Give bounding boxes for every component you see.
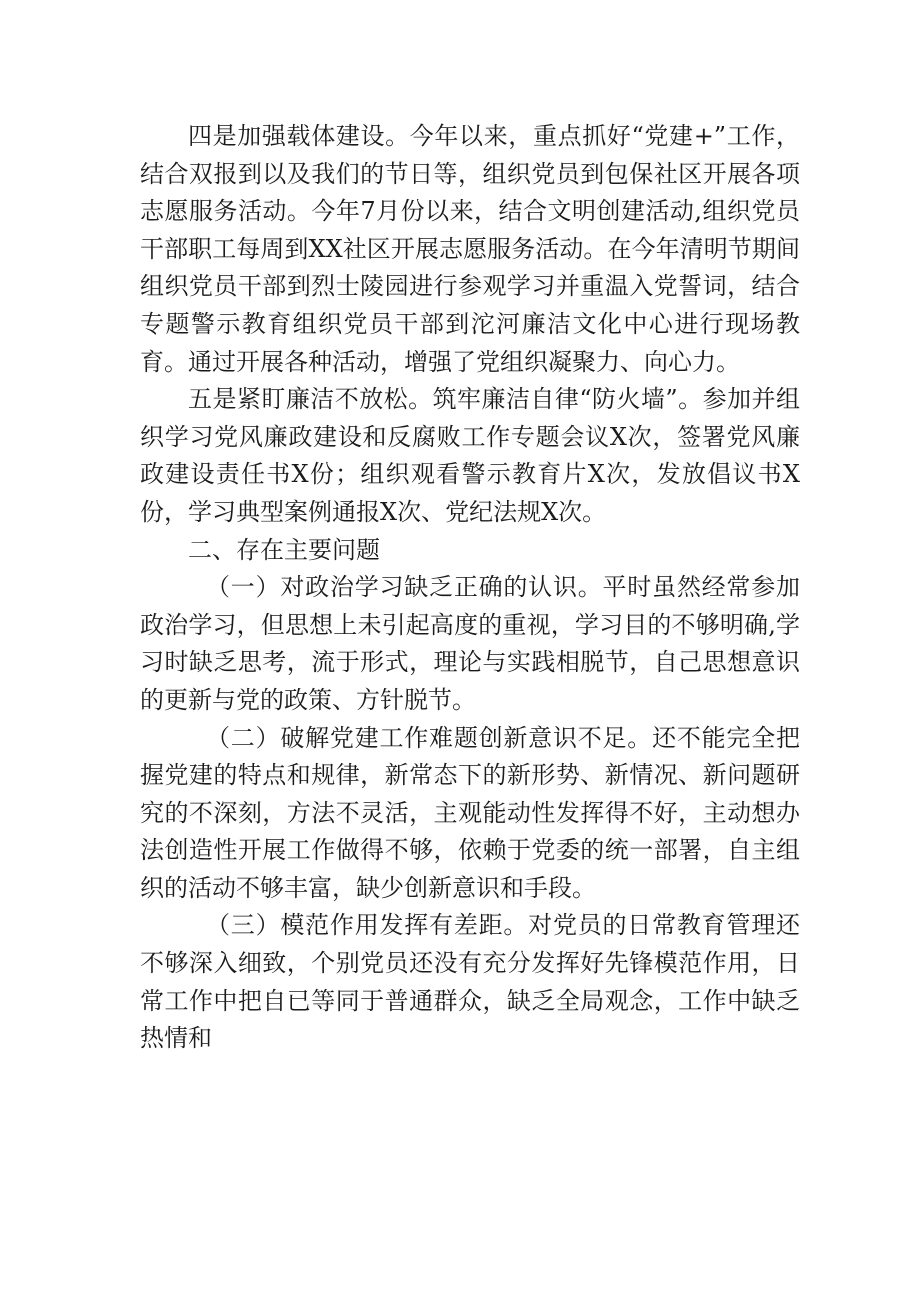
- paragraph-problem-3: （三）模范作用发挥有差距。对党员的日常教育管理还不够深入细致，个别党员还没有充分发挥好先锋模范作用，日常工作中把自已等同于普通群众，缺乏全局观念，工作中缺乏热情和: [140, 911, 800, 1053]
- paragraph-problem-1: （一）对政治学习缺乏正确的认识。平时虽然经常参加政治学习，但思想上未引起高度的重视，学习目的不够明确,学习时缺乏思考，流于形式，理论与实践相脱节，自己思想意识的更新与党的政策、方针脱节。: [140, 573, 800, 714]
- document-page: [140, 118, 800, 1058]
- paragraph-problem-2: （二）破解党建工作难题创新意识不足。还不能完全把握党建的特点和规律，新常态下的新形势、新情况、新问题研究的不深刻，方法不灵活，主观能动性发挥得不好，主动想办法创造性开展工作做得不够，依赖于党委的统一部署，自主组织的活动不够丰富，缺少创新意识和手段。: [140, 723, 800, 902]
- paragraph-integrity: 五是紧盯廉洁不放松。筑牢廉洁自律“防火墙”。参加并组织学习党风廉政建设和反腐败工作专题会议X次，签署党风廉政建设责任书X份；组织观看警示教育片X次，发放倡议书X份，学习典型案例通报X次、党纪法规X次。: [140, 385, 800, 526]
- paragraph-carrier-building: 四是加强载体建设。今年以来，重点抓好“党建+”工作，结合双报到以及我们的节日等，组织党员到包保社区开展各项志愿服务活动。今年7月份以来，结合文明创建活动,组织党员干部职工每周到XX社区开展志愿服务活动。在今年清明节期间组织党员干部到烈士陵园进行参观学习并重温入党誓词，结合专题警示教育组织党员干部到沱河廉洁文化中心进行现场教育。通过开展各种活动，增强了党组织凝聚力、向心力。: [140, 122, 800, 376]
- section-heading-main-problems: 二、存在主要问题: [188, 535, 380, 564]
